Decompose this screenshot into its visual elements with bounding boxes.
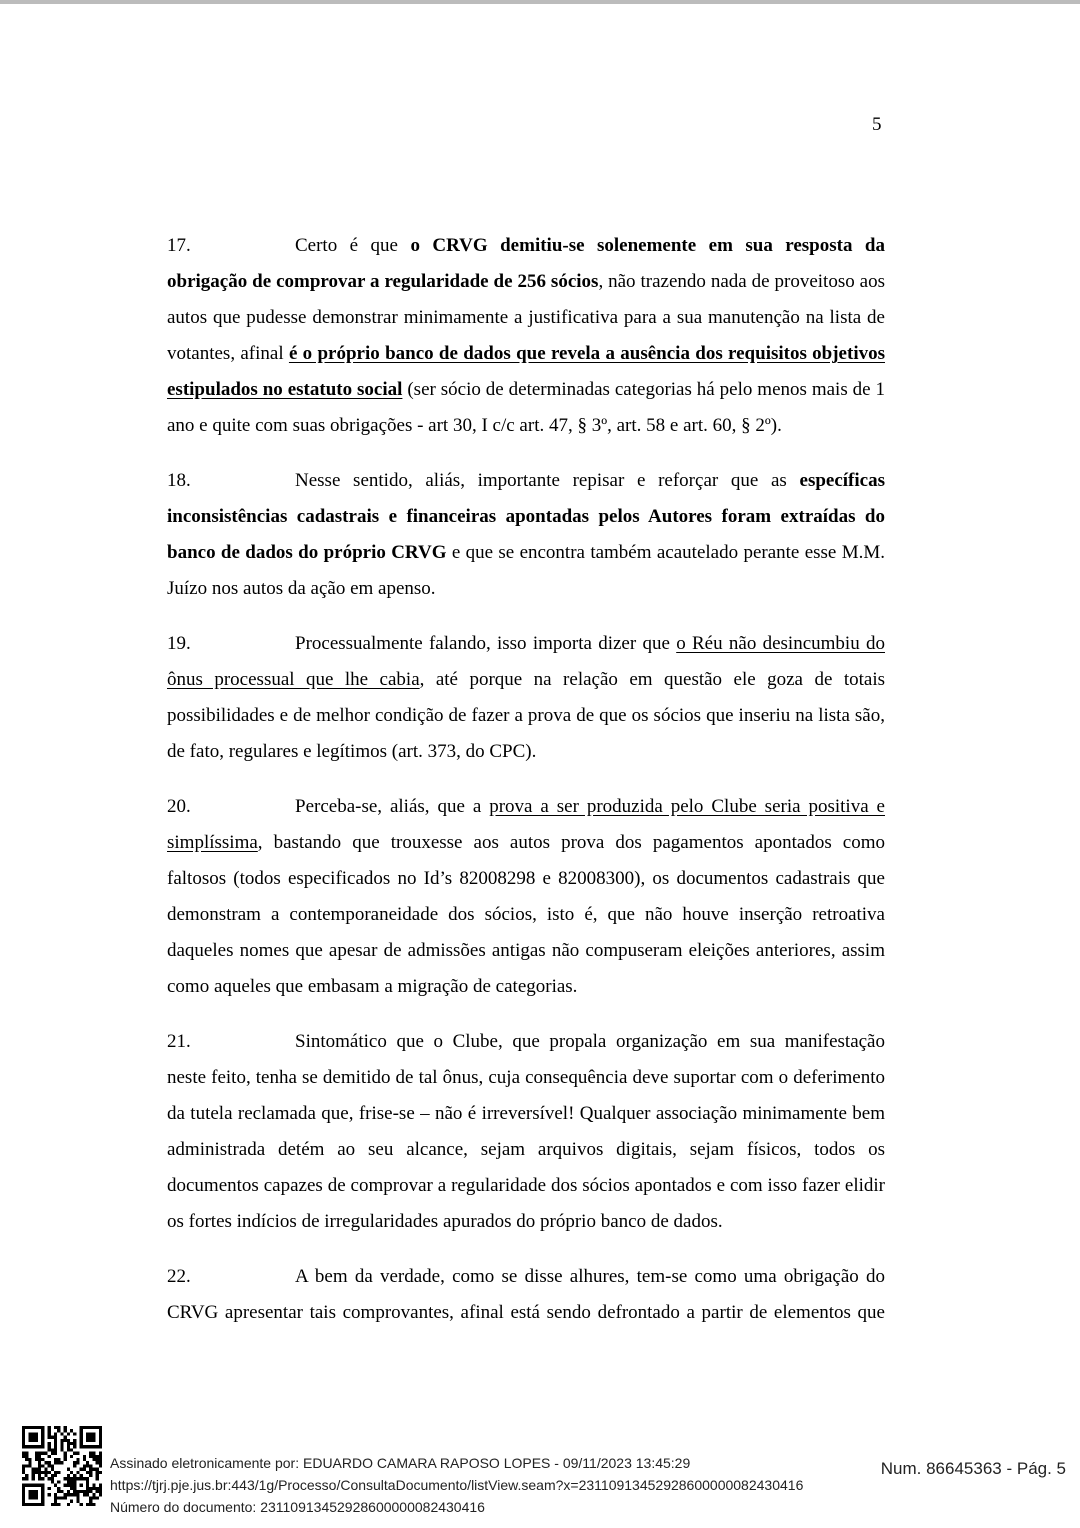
text-segment: o CRVG demitiu-se solenemente em sua resposta da obrigação de comprovar a regularidade de 256 sócios [167,235,885,292]
text-segment: Sintomático que o Clube, que propala organização em sua manifestação neste feito, tenha se demitido de tal ônus, cuja consequência deve suportar com o deferimento da tutela reclamada que, frise-se – não é irreversível! Qualquer associação minimamente bem administrada detém ao seu alcance, sejam arquivos digitais, sejam físicos, todos os documentos capazes de comprovar a regularidade dos sócios apontados e com isso fazer elidir os fortes indícios de irregularidades apurados do próprio banco de dados. [167,1031,885,1232]
paragraph-number: 18. [167,470,191,491]
text-segment: o Réu não desincumbiu do ônus processual que lhe cabia [167,633,885,690]
document-number: Número do documento: 23110913452928600000082430416 [110,1499,485,1515]
text-segment: Processualmente falando, isso importa dizer que [295,633,677,654]
text-segment: (ser sócio de determinadas categorias há pelo menos mais de 1 ano e quite com suas obrigações - art 30, I c/c art. 47, § 3º, art. 58 e art. 60, § 2º). [167,379,886,436]
text-segment: Perceba-se, aliás, que a [295,796,490,817]
paragraph [167,1259,885,1331]
signature-block [110,1452,803,1518]
page-number: 5 [872,114,882,135]
text-segment: prova a ser produzida pelo Clube seria positiva e simplíssima [167,796,885,853]
signature-line: Assinado eletronicamente por: EDUARDO CAMARA RAPOSO LOPES - 09/11/2023 13:45:29 [110,1455,691,1471]
paragraph [167,228,885,444]
paragraph [167,789,885,1005]
text-segment: , não trazendo nada de proveitoso aos autos que pudesse demonstrar minimamente a justificativa para a sua manutenção na lista de votantes, afinal [167,271,885,364]
qr-code-icon [22,1424,102,1508]
text-segment: , bastando que trouxesse aos autos prova dos pagamentos apontados como faltosos (todos especificados no Id’s 82008298 e 82008300), os documentos cadastrais que demonstram a contemporaneidade dos sócios, isto é, que não houve inserção retroativa daqueles nomes que apesar de admissões antigas não compuseram eleições anteriores, assim como aqueles que embasam a migração de categorias. [167,832,885,997]
paragraph-number: 19. [167,633,191,654]
text-segment: , até porque na relação em questão ele goza de totais possibilidades e de melhor condição de fazer a prova de que os sócios que inseriu na lista são, de fato, regulares e legítimos (art. 373, do CPC). [167,669,885,762]
text-segment: Nesse sentido, aliás, importante repisar e reforçar que as [295,470,800,491]
page-reference: Num. 86645363 - Pág. 5 [880,1459,1066,1478]
paragraph-number: 20. [167,796,191,817]
paragraph-number: 21. [167,1031,191,1052]
text-segment: Certo é que [295,235,411,256]
paragraph [167,1024,885,1240]
text-segment: e que se encontra também acautelado perante esse M.M. Juízo nos autos da ação em apenso. [167,542,885,599]
verification-url: https://tjrj.pje.jus.br:443/1g/Processo/ConsultaDocumento/listView.seam?x=23110913452928600000082430416 [110,1477,804,1493]
text-segment: é o próprio banco de dados que revela a ausência dos requisitos objetivos estipulados no estatuto social [167,343,885,400]
paragraph [167,626,885,770]
page-top-edge [0,0,1080,4]
paragraph [167,463,885,607]
paragraph-number: 22. [167,1266,191,1287]
text-segment: específicas inconsistências cadastrais e financeiras apontadas pelos Autores foram extraídas do banco de dados do próprio CRVG [167,470,885,563]
paragraph-number: 17. [167,235,191,256]
text-segment: A bem da verdade, como se disse alhures, tem-se como uma obrigação do CRVG apresentar tais comprovantes, afinal está sendo defrontado a partir de elementos que [167,1266,885,1323]
paragraphs [167,228,885,1350]
